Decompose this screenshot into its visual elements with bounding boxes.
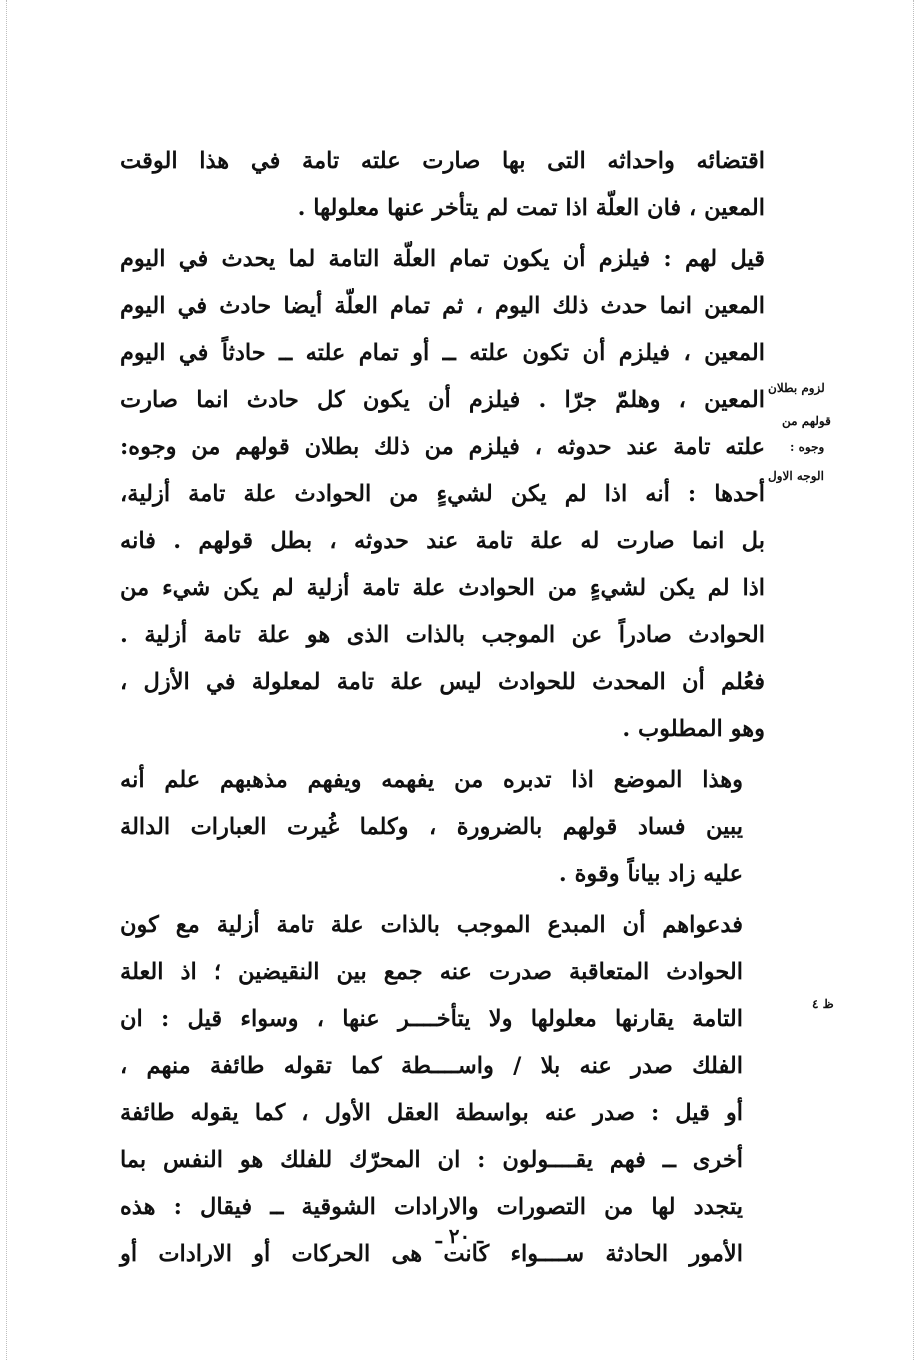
text-line: فعُلم أن المحدث للحوادث ليس علة تامة لمعلولة في الأزل ، — [120, 669, 765, 695]
text-line: اقتضائه واحداثه التى بها صارت علته تامة في هذا الوقت — [120, 148, 765, 174]
margin-note: لزوم بطلان — [768, 381, 825, 395]
text-line: المعين ، فان العلّة اذا تمت لم يتأخر عنها معلولها . — [297, 195, 765, 221]
margin-note: وجوه : — [790, 440, 825, 454]
folio-note: ظ ٤ — [812, 997, 834, 1011]
text-line: يتجدد لها من التصورات والارادات الشوقية ــ فيقال : هذه — [120, 1194, 743, 1220]
paragraph-1 — [120, 138, 765, 232]
scan-edge-right — [913, 0, 914, 1360]
text-line: فدعواهم أن المبدع الموجب بالذات علة تامة أزلية مع كون — [120, 912, 743, 938]
text-line: بل انما صارت له علة تامة عند حدوثه ، بطل قولهم . فانه — [120, 528, 765, 554]
scan-edge-left — [6, 0, 7, 1360]
text-line: الفلك صدر عنه بلا / واســــطة كما تقوله طائفة منهم ، — [120, 1053, 743, 1079]
text-line: وهو المطلوب . — [622, 716, 765, 742]
text-line: المعين انما حدث ذلك اليوم ، ثم تمام العلّة أيضا حادث في اليوم — [120, 293, 765, 319]
paragraph-4 — [120, 902, 765, 1278]
text-line: المعين ، وهلمّ جرّا . فيلزم أن يكون كل حادث انما صارت — [120, 387, 765, 413]
text-line: أخرى ــ فهم يقــــولون : ان المحرّك للفلك هو النفس بما — [120, 1147, 743, 1173]
text-line: الأمور الحادثة ســــواء كانت هى الحركات أو الارادات أو — [120, 1241, 743, 1267]
text-line: اذا لم يكن لشيءٍ من الحوادث علة تامة أزلية لم يكن شيء من — [120, 575, 765, 601]
text-line: الحوادث المتعاقبة صدرت عنه جمع بين النقيضين ؛ اذ العلة — [120, 959, 743, 985]
text-line: المعين ، فيلزم أن تكون علته ــ أو تمام علته ــ حادثاً في اليوم — [120, 340, 765, 366]
text-line: الحوادث صادراً عن الموجب بالذات الذى هو علة تامة أزلية . — [120, 622, 765, 648]
paragraph-3 — [120, 757, 765, 898]
paragraph-2 — [120, 236, 765, 753]
page-number: ـ ٢٠ ـ — [435, 1224, 484, 1248]
text-line: وهذا الموضع اذا تدبره من يفهمه ويفهم مذهبهم علم أنه — [120, 767, 743, 793]
text-line: عليه زاد بياناً وقوة . — [558, 861, 743, 887]
text-line: قيل لهم : فيلزم أن يكون تمام العلّة التامة لما يحدث في اليوم — [120, 246, 765, 272]
text-line: التامة يقارنها معلولها ولا يتأخــــر عنها ، وسواء قيل : ان — [120, 1006, 743, 1032]
text-line: أو قيل : صدر عنه بواسطة العقل الأول ، كما يقوله طائفة — [120, 1100, 743, 1126]
text-line: يبين فساد قولهم بالضرورة ، وكلما غُيرت العبارات الدالة — [120, 814, 743, 840]
margin-note: الوجه الاول — [768, 469, 824, 483]
text-line: علته تامة عند حدوثه ، فيلزم من ذلك بطلان قولهم من وجوه: — [120, 434, 765, 460]
body-text — [120, 138, 765, 1278]
margin-note: قولهم من — [782, 414, 831, 428]
text-line: أحدها : أنه اذا لم يكن لشيءٍ من الحوادث علة تامة أزلية، — [120, 481, 765, 507]
